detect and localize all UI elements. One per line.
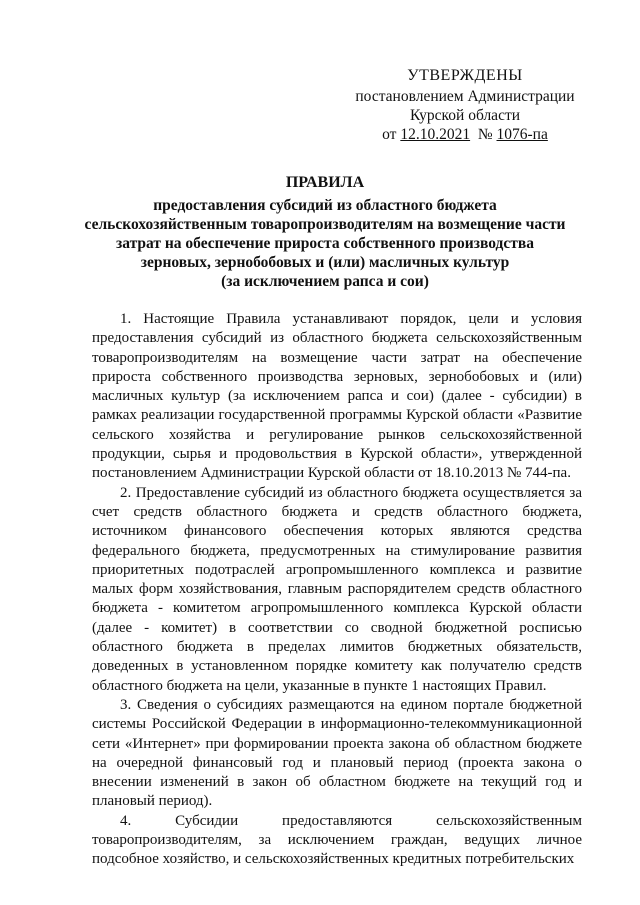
title-line: зерновых, зернобобовых и (или) масличных культур xyxy=(140,254,510,271)
paragraph-1: 1. Настоящие Правила устанавливают порядок, цели и условия предоставления субсидий из областного бюджета сельскохозяйственным товаропроизводителям на возмещение части затрат на обеспечение прироста собственного производства зерновых, зернобобовых и (или) масличных культур (за исключением рапса и сои) (далее - субсидии) в рамках реализации государственной программы Курской области «Развитие сельского хозяйства и регулирование рынков сельскохозяйственной продукции, сырья и продовольствия в Курской области», утвержденной постановлением Администрации Курской области от 18.10.2013 № 744-па. xyxy=(92,311,582,482)
paragraph-3: 3. Сведения о субсидиях размещаются на едином портале бюджетной системы Российской Федерации в информационно-телекоммуникационной сети «Интернет» при формировании проекта закона об областном бюджете на очередной финансовый год и плановый период (проекта закона о внесении изменений в закон об областном бюджете на текущий год и плановый период). xyxy=(92,696,582,810)
title-line: предоставления субсидий из областного бюджета xyxy=(153,197,497,214)
title-line: (за исключением рапса и сои) xyxy=(221,273,429,290)
title-line: сельскохозяйственным товаропроизводителям на возмещение части xyxy=(84,216,566,233)
date-prefix: от xyxy=(382,126,397,143)
title-line: затрат на обеспечение прироста собственного производства xyxy=(116,235,534,252)
approval-line-1: постановлением Администрации xyxy=(355,88,575,105)
paragraph-2: 2. Предоставление субсидий из областного бюджета осуществляется за счет средств областного бюджета и средств областного бюджета, источником финансового обеспечения которых являются средства федерального бюджета, предусмотренных на стимулирование развития приоритетных подотраслей агропромышленного комплекса и развитие малых форм хозяйствования, главным распорядителем средств областного бюджета - комитетом агропромышленного комплекса Курской области (далее - комитет) в соответствии со сводной бюджетной росписью областного бюджета в пределах лимитов бюджетных обязательств, доведенных в установленном порядке комитету как получателю средств областного бюджета на цели, указанные в пункте 1 настоящих Правил. xyxy=(92,484,582,694)
paragraph-4: 4. Субсидии предоставляются сельскохозяйственным товаропроизводителям, за исключением граждан, ведущих личное подсобное хозяйство, и сельскохозяйственных кредитных потребительских xyxy=(92,812,582,868)
approval-stamp xyxy=(340,66,590,144)
document-title xyxy=(60,173,590,291)
approval-heading: УТВЕРЖДЕНЫ xyxy=(407,67,523,84)
approval-line-2: Курской области xyxy=(409,107,521,124)
title-main: ПРАВИЛА xyxy=(285,174,365,191)
approval-date: 12.10.2021 xyxy=(400,126,471,143)
number-prefix: № xyxy=(477,126,493,143)
approval-number: 1076-па xyxy=(496,126,548,143)
document-body xyxy=(92,310,582,870)
approval-date-line xyxy=(340,125,590,144)
